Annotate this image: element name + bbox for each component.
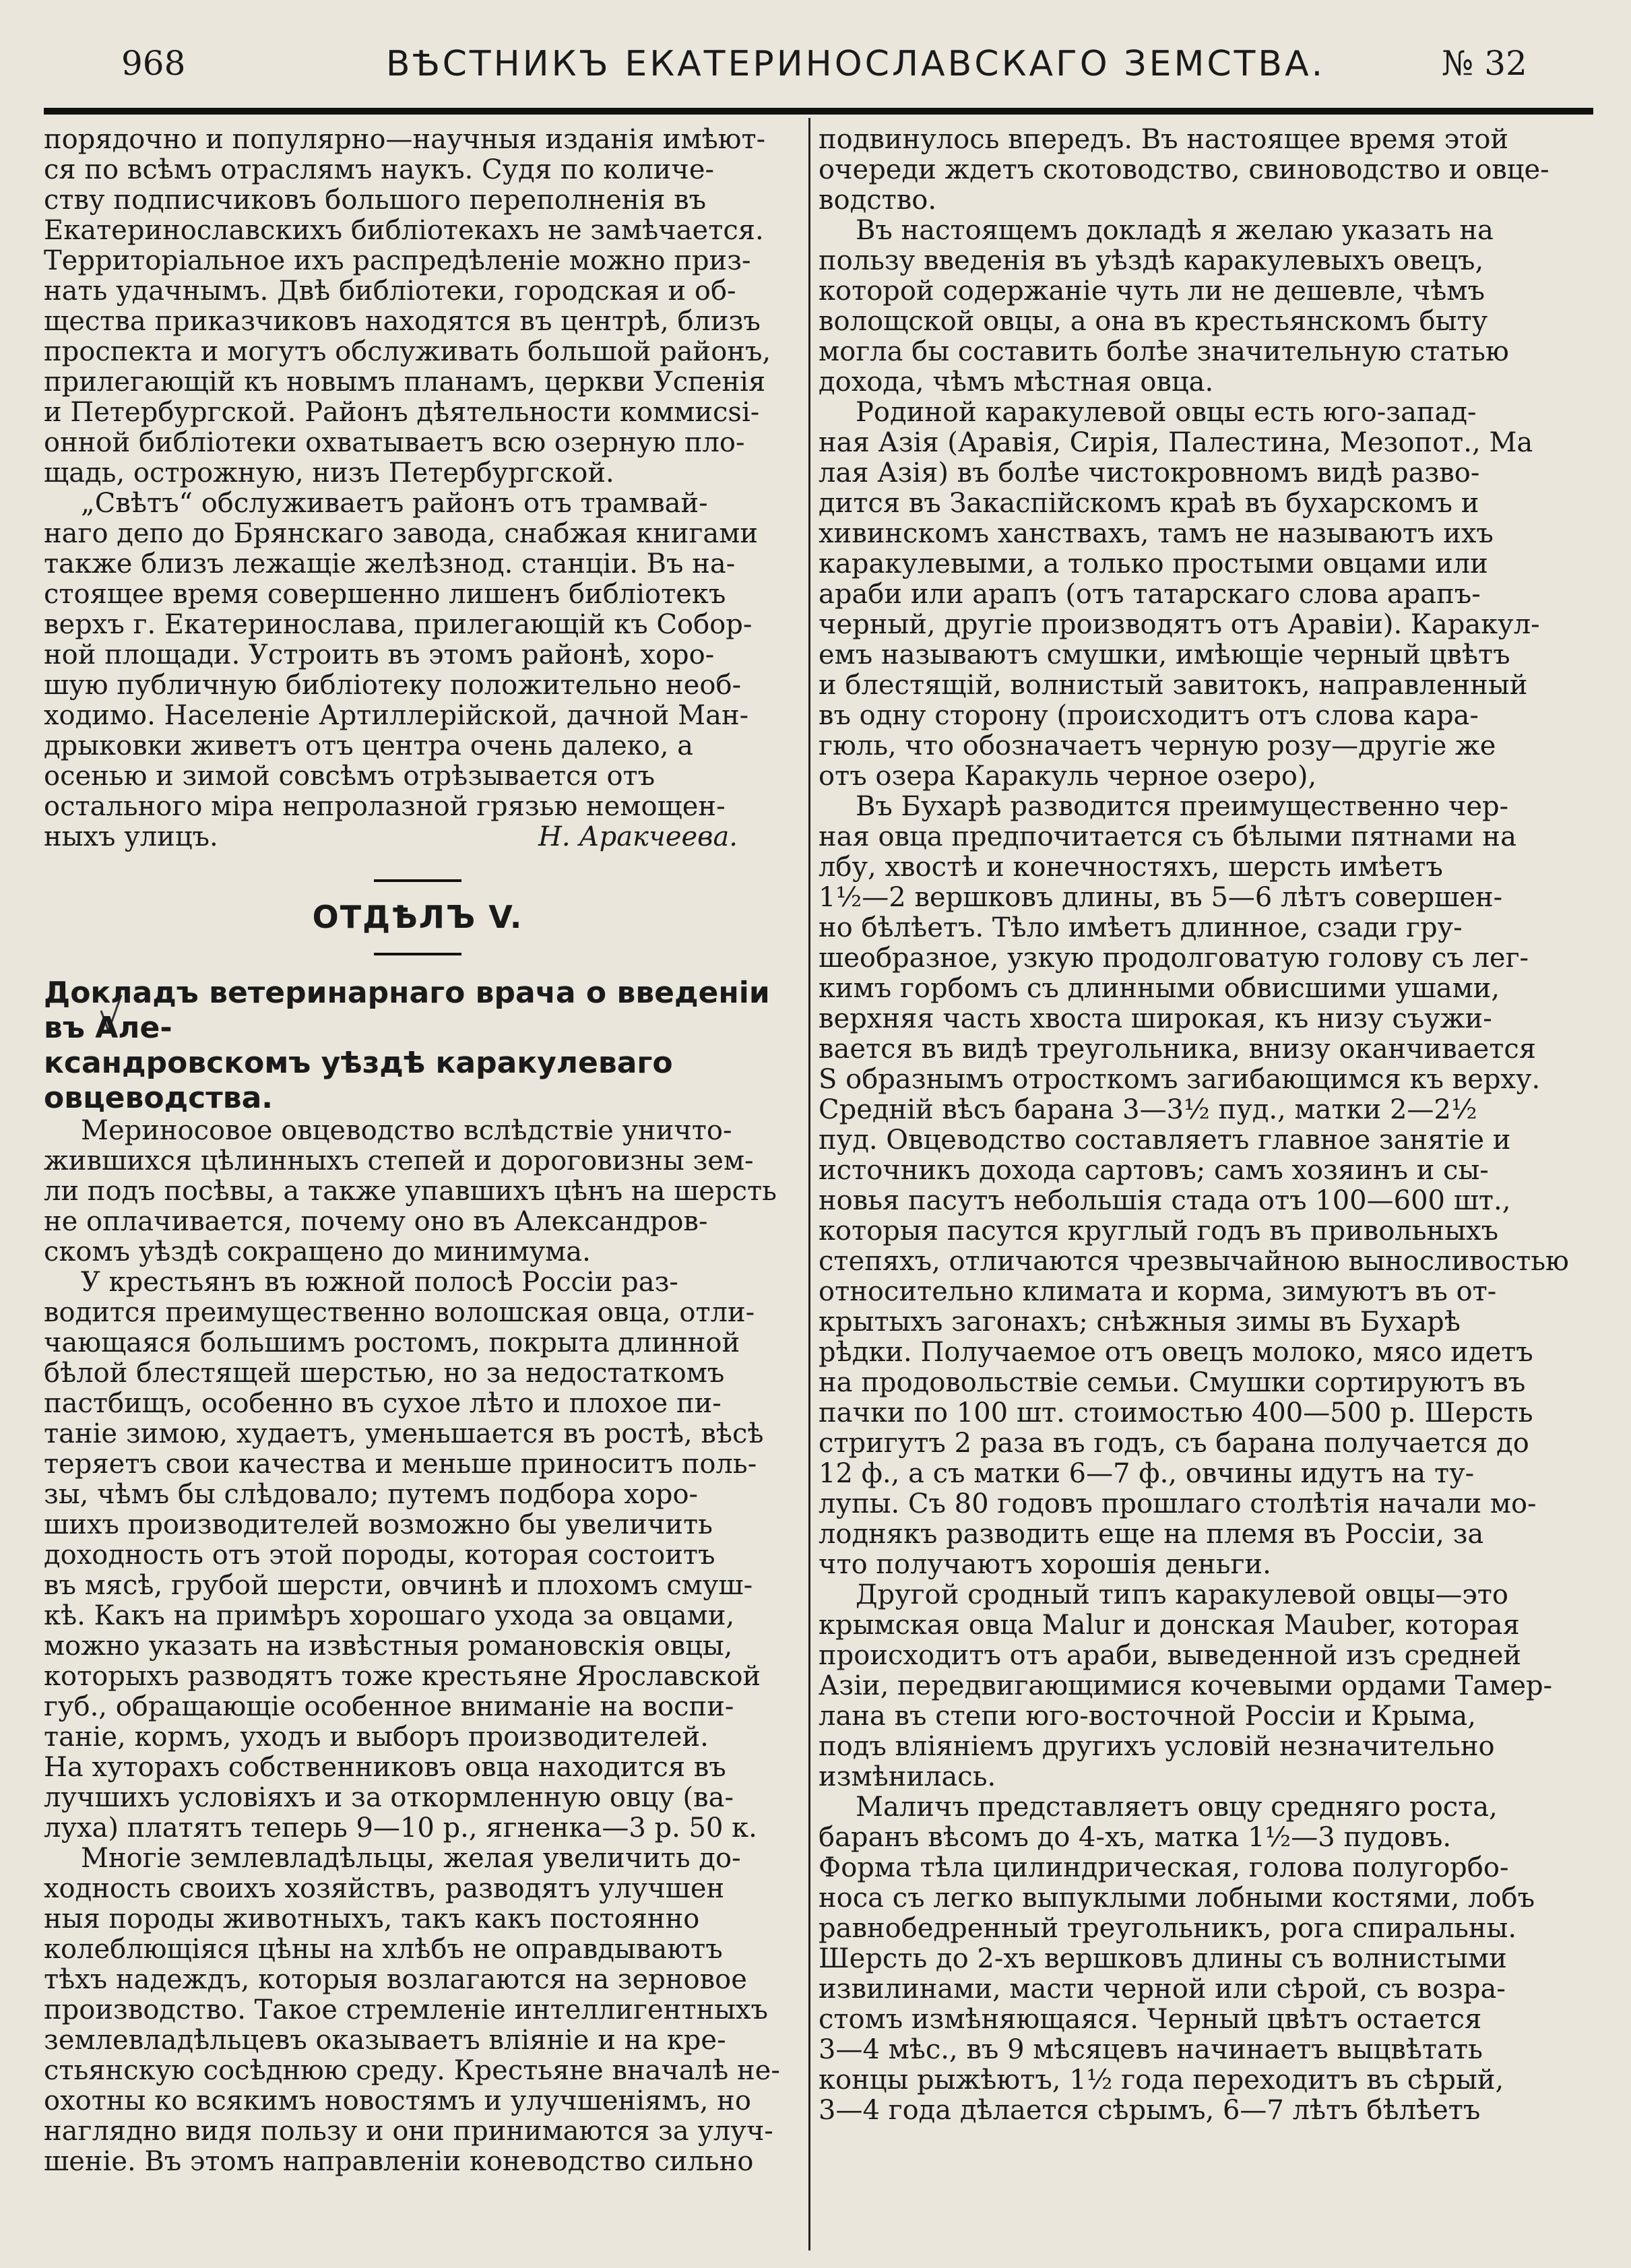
page-number: 968 bbox=[121, 44, 186, 83]
paragraph: Маличъ представляетъ овцу средняго роста, баранъ вѣсомъ до 4-хъ, матка 1½—3 пудовъ. Форма тѣла цилиндрическая, голова полугорбо- носа съ легко выпуклыми лобными костями, лобъ равнобедренный треугольникъ, рога спиральны. Шерсть до 2-хъ вершковъ длины съ волнистыми извилинами, масти черной или сѣрой, съ возра- стомъ измѣняющаяся. Черный цвѣтъ остается 3—4 мѣс., въ 9 мѣсяцевъ начинаетъ выцвѣтать концы рыжѣютъ, 1½ года переходитъ въ сѣрый, 3—4 года дѣлается сѣрымъ, 6—7 лѣтъ бѣлѣетъ bbox=[819, 1792, 1535, 2126]
paragraph: Въ Бухарѣ разводится преимущественно чер- ная овца предпочитается съ бѣлыми пятнами на лбу, хвостѣ и конечностяхъ, шерсть имѣетъ 1½—2 вершковъ длины, въ 5—6 лѣтъ совершен- но бѣлѣетъ. Тѣло имѣетъ длинное, сзади гру- шеобразное, узкую продолговатую голову съ лег- кимъ горбомъ съ длинными обвисшими ушами, верхняя часть хвоста широкая, къ низу съужи- вается въ видѣ треугольника, внизу оканчивается S образнымъ отросткомъ загибающимся къ верху. Средній вѣсъ барана 3—3½ пуд., матки 2—2½ пуд. Овцеводство составляетъ главное занятіе и источникъ дохода сартовъ; самъ хозяинъ и сы- новья пасутъ небольшія стада отъ 100—600 шт., которыя пасутся круглый годъ въ привольныхъ степяхъ, отличаются чрезвычайною выносливостью относительно климата и корма, зимуютъ въ от- крытыхъ загонахъ; снѣжныя зимы въ Бухарѣ рѣдки. Получаемое отъ овецъ молоко, мясо идетъ на продовольствіе семьи. Смушки сортируютъ въ пачки по 100 шт. стоимостью 400—500 р. Шерсть стригутъ 2 раза въ годъ, съ барана получается до 12 ф., а съ матки 6—7 ф., овчины идутъ на ту- лупы. Съ 80 годовъ прошлаго столѣтія начали мо- лоднякъ разводить еще на племя въ Россіи, за что получаютъ хорошія деньги. bbox=[819, 791, 1569, 1580]
paragraph: У крестьянъ въ южной полосѣ Россіи раз- водится преимущественно волошская овца, отли- чающаяся большимъ ростомъ, покрыта длинной бѣлой блестящей шерстью, но за недостаткомъ пастбищъ, особенно въ сухое лѣто и плохое пи- таніе зимою, худаетъ, уменьшается въ ростѣ, вѣсѣ теряетъ свои качества и меньше приноситъ поль- зы, чѣмъ бы слѣдовало; путемъ подбора хоро- шихъ производителей возможно бы увеличить доходность отъ этой породы, которая состоитъ въ мясѣ, грубой шерсти, овчинѣ и плохомъ смуш- кѣ. Какъ на примѣръ хорошаго ухода за овцами, можно указать на извѣстныя романовскія овцы, которыхъ разводятъ тоже крестьяне Ярославской губ., обращающіе особенное вниманіе на воспи- таніе, кормъ, уходъ и выборъ производителей. На хуторахъ собственниковъ овца находится въ лучшихъ условіяхъ и за откормленную овцу (ва- луха) платятъ теперь 9—10 р., ягненка—3 р. 50 к. bbox=[44, 1267, 764, 1844]
page-header bbox=[40, 20, 1597, 94]
paragraph: Родиной каракулевой овцы есть юго-запад- ная Азія (Аравія, Сирія, Палестина, Мезопот., Ма лая Азія) въ болѣе чистокровномъ видѣ разво- дится въ Закаспійскомъ краѣ въ бухарскомъ и хивинскомъ ханствахъ, тамъ не называютъ ихъ каракулевыми, а только простыми овцами или араби или арапъ (отъ татарскаго слова арапъ- черный, другіе производятъ отъ Аравіи). Каракул- емъ называютъ смушки, имѣющіе черный цвѣтъ и блестящій, волнистый завитокъ, направленный въ одну сторону (происходитъ отъ слова кара- гюль, что обозначаетъ черную розу—другіе же отъ озера Каракуль черное озеро), bbox=[819, 397, 1540, 792]
column-divider bbox=[808, 118, 810, 2250]
section-rule-top bbox=[374, 879, 461, 882]
paragraph: Другой сродный типъ каракулевой овцы—это крымская овца Malur и донская Mauber, которая происходитъ отъ араби, выведенной изъ средней Азіи, передвигающимися кочевыми ордами Тамер- лана въ степи юго-восточной Россіи и Крыма, подъ вліяніемъ другихъ условій незначительно измѣнилась. bbox=[819, 1579, 1553, 1792]
paragraph: подвинулось впередъ. Въ настоящее время этой очереди ждетъ скотоводство, свиноводство и овце- водство. bbox=[819, 124, 1549, 216]
section-rule-bottom bbox=[374, 953, 461, 955]
report-title: Докладъ ветеринарнаго врача о введеніи въ Але- ксандровскомъ уѣздѣ каракулеваго овцеводства. bbox=[44, 976, 770, 1115]
section-title: ОТДѢЛЪ V. bbox=[312, 899, 523, 935]
paragraph: „Свѣтъ“ обслуживаетъ районъ отъ трамвай- наго депо до Брянскаго завода, снабжая книгами также близъ лежащіе желѣзнод. станціи. Въ на- стоящее время совершенно лишенъ библіотекъ верхъ г. Екатеринослава, прилегающій къ Собор- ной площади. Устроить въ этомъ районѣ, хоро- шую публичную библіотеку положительно необ- ходимо. Населеніе Артиллерійской, дачной Ман- дрыковки живетъ отъ центра очень далеко, а осенью и зимой совсѣмъ отрѣзывается отъ остального міра непролазной грязью немощен- ныхъ улицъ. bbox=[44, 488, 758, 852]
paragraph: Многіе землевладѣльцы, желая увеличить до- ходность своихъ хозяйствъ, разводятъ улучшен ныя породы животныхъ, такъ какъ постоянно колеблющіяся цѣны на хлѣбъ не оправдываютъ тѣхъ надеждъ, которыя возлагаются на зерновое производство. Такое стремленіе интеллигентныхъ землевладѣльцевъ оказываетъ вліяніе и на кре- стьянскую сосѣднюю среду. Крестьяне вначалѣ не- охотны ко всякимъ новостямъ и улучшеніямъ, но наглядно видя пользу и они принимаются за улуч- шеніе. Въ этомъ направленіи коневодство сильно bbox=[44, 1843, 780, 2177]
issue-number: № 32 bbox=[1442, 44, 1527, 83]
journal-title: ВѢСТНИКЪ ЕКАТЕРИНОСЛАВСКАГО ЗЕМСТВА. bbox=[385, 44, 1326, 84]
left-column bbox=[44, 125, 792, 2177]
signature: Н. Аракчеева. bbox=[538, 821, 738, 852]
paragraph: Въ настоящемъ докладѣ я желаю указать на пользу введенія въ уѣздѣ каракулевыхъ овецъ, которой содержаніе чуть ли не дешевле, чѣмъ волощской овцы, а она въ крестьянскомъ быту могла бы составить болѣе значительную статью дохода, чѣмъ мѣстная овца. bbox=[819, 215, 1509, 398]
paragraph: Мериносовое овцеводство вслѣдствіе уничто- жившихся цѣлинныхъ степей и дороговизны зем- ли подъ посѣвы, а также упавшихъ цѣнъ на шерсть не оплачивается, почему оно въ Александров- скомъ уѣздѣ сокращено до минимума. bbox=[44, 1115, 777, 1267]
header-rule bbox=[44, 108, 1593, 115]
right-column bbox=[819, 125, 1587, 2126]
paragraph: порядочно и популярно—научныя изданія имѣют- ся по всѣмъ отраслямъ наукъ. Судя по количе- ству подписчиковъ большого переполненія въ Екатеринославскихъ библіотекахъ не замѣчается. Территоріальное ихъ распредѣленіе можно приз- нать удачнымъ. Двѣ библіотеки, городская и об- щества приказчиковъ находятся въ центрѣ, близъ проспекта и могутъ обслуживать большой районъ, прилегающій къ новымъ планамъ, церкви Успенія и Петербургской. Районъ дѣятельности коммисsі- онной библіотеки охватываетъ всю озерную пло- щадь, острожную, низъ Петербургской. bbox=[44, 124, 771, 489]
section-heading bbox=[44, 879, 792, 955]
